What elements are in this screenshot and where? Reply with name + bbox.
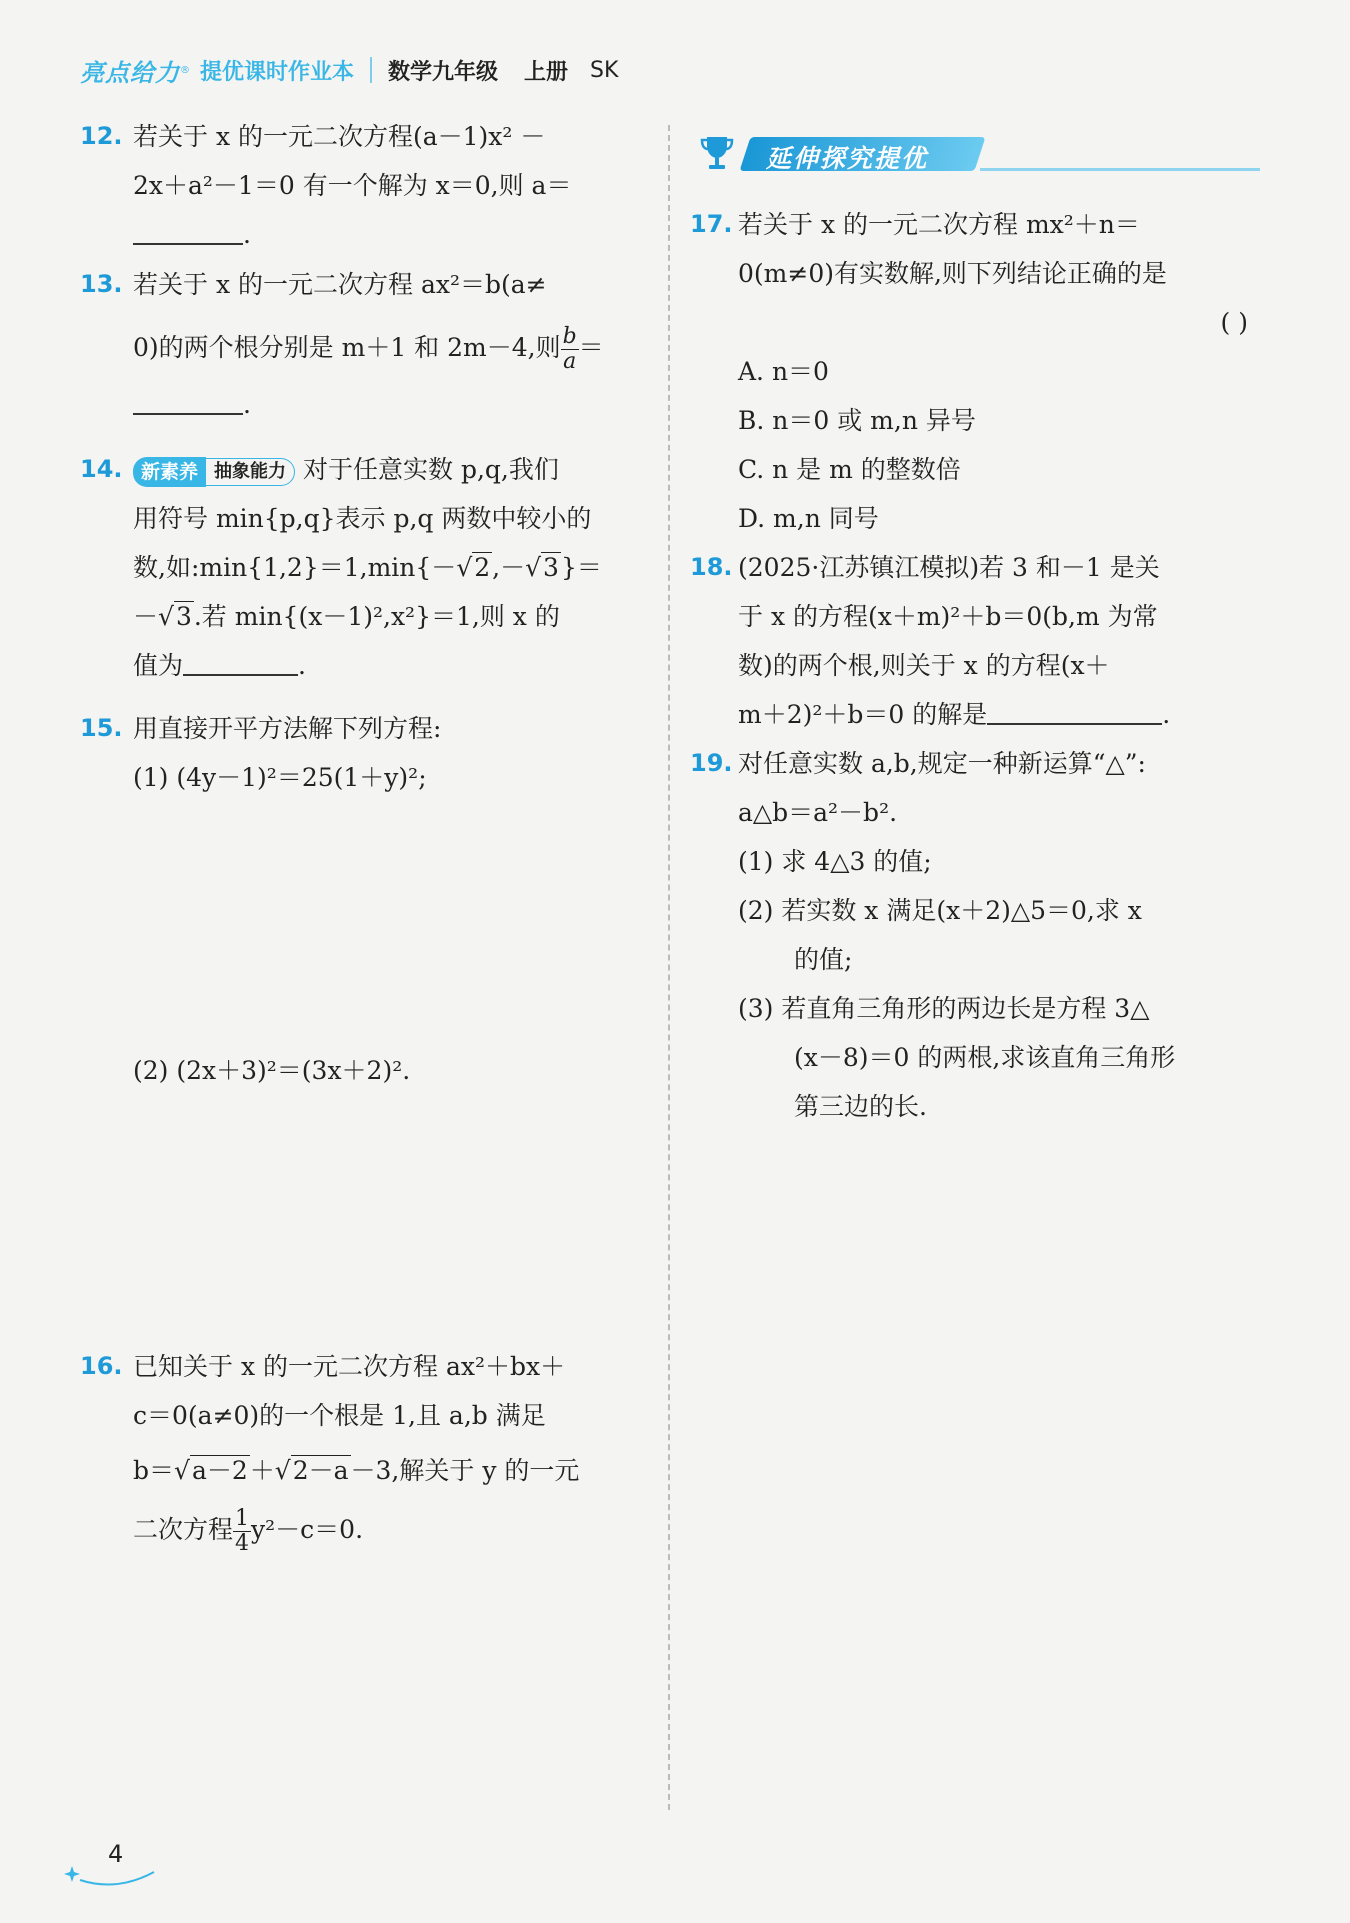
q18-line4: m＋2)²＋b＝0 的解是 . (738, 690, 1170, 739)
literacy-tag: 新素养 抽象能力 (133, 457, 295, 487)
section-title: 延伸探究提优 (766, 144, 929, 173)
q15-line1: 用直接开平方法解下列方程: (133, 714, 442, 743)
q18-line2: 于 x 的方程(x＋m)²＋b＝0(b,m 为常 (738, 602, 1158, 631)
edition-label: SK (590, 57, 619, 83)
section-banner (700, 130, 1260, 175)
q13-line3: . (133, 380, 604, 429)
q17-line1: 若关于 x 的一元二次方程 mx²＋n＝ (738, 210, 1140, 239)
q17-answer-paren[interactable]: ( ) (1220, 308, 1248, 337)
q12-number: 12. (80, 122, 123, 150)
q18-answer-blank[interactable] (987, 697, 1162, 725)
q18-line1: (2025·江苏镇江模拟)若 3 和－1 是关 (738, 553, 1160, 582)
q16-line3: b＝√a－2＋√2－a－3,解关于 y 的一元 (133, 1456, 580, 1485)
q17-option-b: B. n＝0 或 m,n 异号 (738, 406, 976, 435)
question-17 (738, 200, 1248, 543)
column-divider (668, 125, 670, 1810)
q18-line3: 数)的两个根,则关于 x 的方程(x＋ (738, 651, 1110, 680)
brand-logo: 亮点给力 (80, 58, 180, 87)
q16-number: 16. (80, 1352, 123, 1380)
q14-number: 14. (80, 455, 123, 483)
page-number: 4 (108, 1840, 124, 1868)
q19-line1: 对任意实数 a,b,规定一种新运算“△”: (738, 749, 1146, 778)
q15-part2: (2) (2x＋3)²＝(3x＋2)². (133, 1056, 411, 1085)
q19-number: 19. (690, 749, 733, 777)
q14-answer-blank[interactable] (183, 648, 298, 676)
header-separator (370, 57, 372, 83)
registered-mark: ® (180, 64, 190, 76)
q19-part2b: 的值; (794, 945, 853, 974)
q12-line3: . (133, 210, 571, 259)
q17-line2: 0(m≠0)有实数解,则下列结论正确的是 (738, 259, 1167, 288)
q13-line2: 0)的两个根分别是 m＋1 和 2m－4,则 $\frac{b}{a}$ ＝ (133, 324, 604, 374)
question-18 (738, 543, 1170, 739)
q13-fraction: $\frac{b}{a}$ (562, 324, 577, 374)
q13-number: 13. (80, 270, 123, 298)
q14-line3: 数,如:min{1,2}＝1,min{－√2,－√3}＝ (133, 553, 602, 582)
question-12 (133, 112, 571, 259)
volume-label: 上册 (524, 59, 569, 85)
question-15 (133, 704, 441, 802)
q12-answer-blank[interactable] (133, 217, 243, 245)
q16-line2: c＝0(a≠0)的一个根是 1,且 a,b 满足 (133, 1401, 546, 1430)
q12-line2: 2x＋a²－1＝0 有一个解为 x＝0,则 a＝ (133, 171, 572, 200)
q16-fraction: $\frac{1}{4}$ (235, 1506, 250, 1556)
series-title: 提优课时作业本 (200, 59, 355, 85)
q14-line5: 值为 . (133, 641, 602, 690)
q19-part2a: (2) 若实数 x 满足(x＋2)△5＝0,求 x (738, 896, 1142, 925)
q19-line2: a△b＝a²－b². (738, 798, 898, 827)
q13-line1: 若关于 x 的一元二次方程 ax²＝b(a≠ (133, 270, 547, 299)
q19-part3b: (x－8)＝0 的两根,求该直角三角形 (794, 1043, 1176, 1072)
q12-line1: 若关于 x 的一元二次方程(a－1)x² － (133, 122, 546, 151)
q17-option-d: D. m,n 同号 (738, 504, 879, 533)
q19-part1: (1) 求 4△3 的值; (738, 847, 932, 876)
q13-answer-blank[interactable] (133, 387, 243, 415)
q17-number: 17. (690, 210, 733, 238)
question-19 (738, 739, 1175, 1131)
q15-number: 15. (80, 714, 123, 742)
subject-label: 数学九年级 (388, 59, 499, 85)
q18-number: 18. (690, 553, 733, 581)
trophy-icon (700, 134, 734, 172)
banner-underline (980, 168, 1260, 171)
q14-line2: 用符号 min{p,q}表示 p,q 两数中较小的 (133, 504, 592, 533)
q15-part1: (1) (4y－1)²＝25(1＋y)²; (133, 763, 427, 792)
q19-part3a: (3) 若直角三角形的两边长是方程 3△ (738, 994, 1150, 1023)
q14-line1: 新素养 抽象能力 对于任意实数 p,q,我们 (133, 445, 602, 494)
question-16 (133, 1342, 579, 1556)
q16-line1: 已知关于 x 的一元二次方程 ax²＋bx＋ (133, 1352, 566, 1381)
q14-line4: －√3.若 min{(x－1)²,x²}＝1,则 x 的 (133, 602, 560, 631)
q17-option-c: C. n 是 m 的整数倍 (738, 455, 961, 484)
question-13 (133, 260, 604, 429)
q19-part3c: 第三边的长. (794, 1092, 927, 1121)
q17-option-a: A. n＝0 (738, 357, 829, 386)
question-14 (133, 445, 602, 690)
q16-line4: 二次方程 $\frac{1}{4}$ y²－c＝0. (133, 1506, 364, 1556)
page-header (80, 50, 618, 90)
